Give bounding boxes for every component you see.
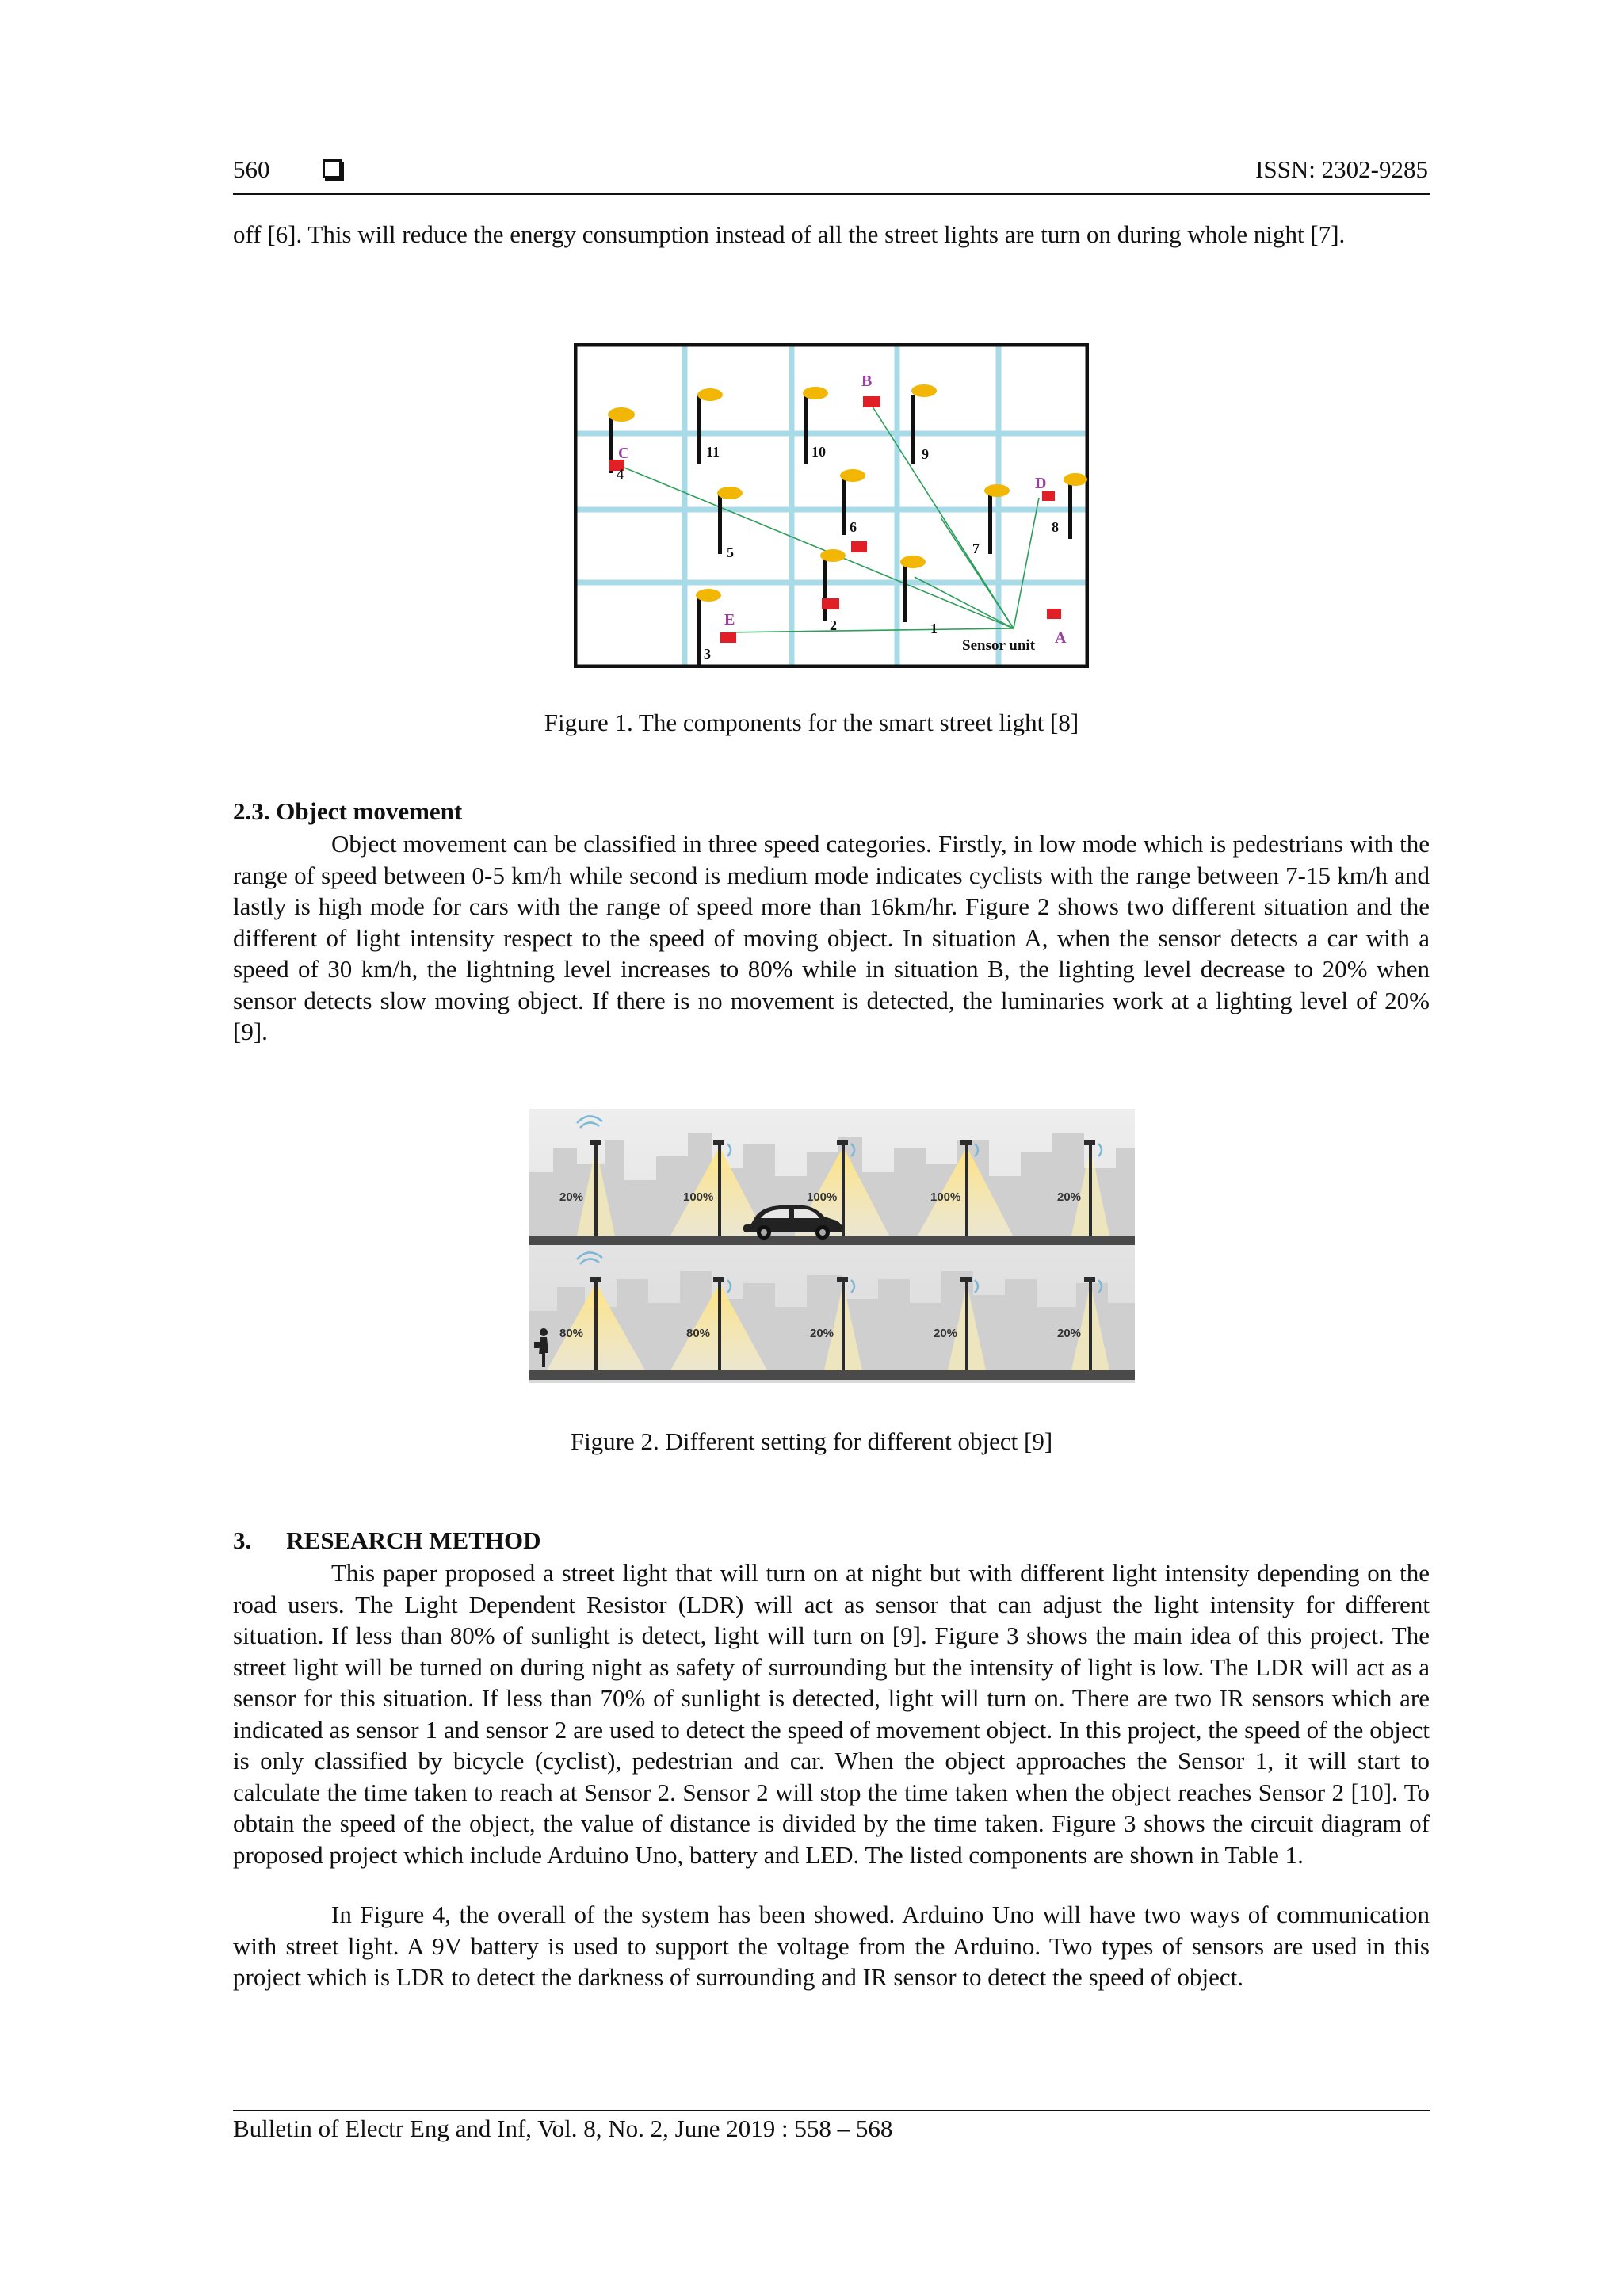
checkbox-glyph-icon [323,159,342,178]
journal-footer: Bulletin of Electr Eng and Inf, Vol. 8, No. 2, June 2019 : 558 – 568 [233,2115,893,2142]
lighting-level-label: 100% [683,1190,714,1204]
lighting-level-label: 80% [559,1327,584,1340]
section-3-paragraph-2: In Figure 4, the overall of the system has been showed. Arduino Uno will have two ways of communication with street light. A 9V battery is used to support the voltage from the Arduino. Two types of sensors are used in this project which is LDR to detect the darkness of surrounding and IR sensor to detect the speed of object. [233,1901,1430,1991]
node-letter: D [1035,475,1047,492]
pole-number: 5 [727,544,734,560]
header-rule [233,193,1430,195]
lighting-level-label: 20% [810,1327,834,1340]
figure1-street-light-grid [574,343,1089,668]
pole-number: 8 [1052,519,1059,535]
figure1-caption: Figure 1. The components for the smart street light [8] [544,709,1079,736]
pole-number: 1 [930,621,938,636]
lighting-level-label: 20% [1057,1190,1082,1204]
section-2-3-heading: 2.3. Object movement [233,797,463,825]
pole-number: 4 [617,466,624,482]
node-letter: E [724,611,735,628]
pole-number: 9 [922,446,929,462]
issn: ISSN: 2302-9285 [1255,155,1428,183]
pole-number: 10 [812,444,826,460]
pole-number: 11 [706,444,720,460]
figure2-lighting-levels [529,1109,1135,1383]
lighting-level-label: 20% [934,1327,958,1340]
lighting-level-label: 100% [807,1190,838,1204]
footer-rule [233,2110,1430,2111]
page-number: 560 [233,155,270,183]
node-letter: C [618,445,630,462]
section-3-paragraph-1: This paper proposed a street light that will turn on at night but with different light intensity depending on the road users. The Light Dependent Resistor (LDR) will act as sensor that can adjust the light intensity for different situation. If less than 80% of sunlight is detect, light will turn on [9]. Figure 3 shows the main idea of this project. The street light will be turned on during night as safety of surrounding but the intensity of light is low. The LDR will act as a sensor for this situation. If less than 70% of sunlight is detected, light will turn on. There are two IR sensors which are indicated as sensor 1 and sensor 2 are used to detect the speed of movement object. In this project, the speed of the object is only classified by bicycle (cyclist), pedestrian and car. When the object approaches the Sensor 1, it will start to calculate the time taken to reach at Sensor 2. Sensor 2 will stop the time taken when the object reaches Sensor 2 [10]. To obtain the speed of the object, the value of distance is divided by the time taken. Figure 3 shows the circuit diagram of proposed project which include Arduino Uno, battery and LED. The listed components are shown in Table 1. [233,1559,1430,1869]
node-letter: A [1055,629,1067,647]
pole-number: 2 [830,617,837,633]
pole-number: 6 [850,519,857,535]
section-2-3-paragraph: Object movement can be classified in three speed categories. Firstly, in low mode which is pedestrians with the range of speed between 0-5 km/h while second is medium mode indicates cyclists with the range between 7-15 km/h and lastly is high mode for cars with the range of speed more than 16km/hr. Figure 2 shows two different situation and the different of light intensity respect to the speed of moving object. In situation A, when the sensor detects a car with a speed of 30 km/h, the lightning level increases to 80% while in situation B, the lighting level decrease to 20% when sensor detects slow moving object. If there is no movement is detected, the luminaries work at a lighting level of 20% [9]. [233,830,1430,1045]
pole-number: 3 [704,646,711,662]
pole-number: 7 [972,541,980,556]
section-3-title: RESEARCH METHOD [286,1526,541,1554]
figure2-caption: Figure 2. Different setting for different object [9] [570,1427,1053,1455]
section-3-number: 3. [233,1526,252,1554]
intro-paragraph: off [6]. This will reduce the energy consumption instead of all the street lights are turn on during whole night [7]. [233,220,1346,248]
lighting-level-label: 20% [1057,1327,1082,1340]
section-3-heading [233,1526,540,1555]
lighting-level-label: 20% [559,1190,584,1204]
lighting-level-label: 100% [930,1190,961,1204]
lighting-level-label: 80% [686,1327,711,1340]
node-letter: B [861,372,873,390]
sensor-unit-label: Sensor unit [962,637,1036,654]
